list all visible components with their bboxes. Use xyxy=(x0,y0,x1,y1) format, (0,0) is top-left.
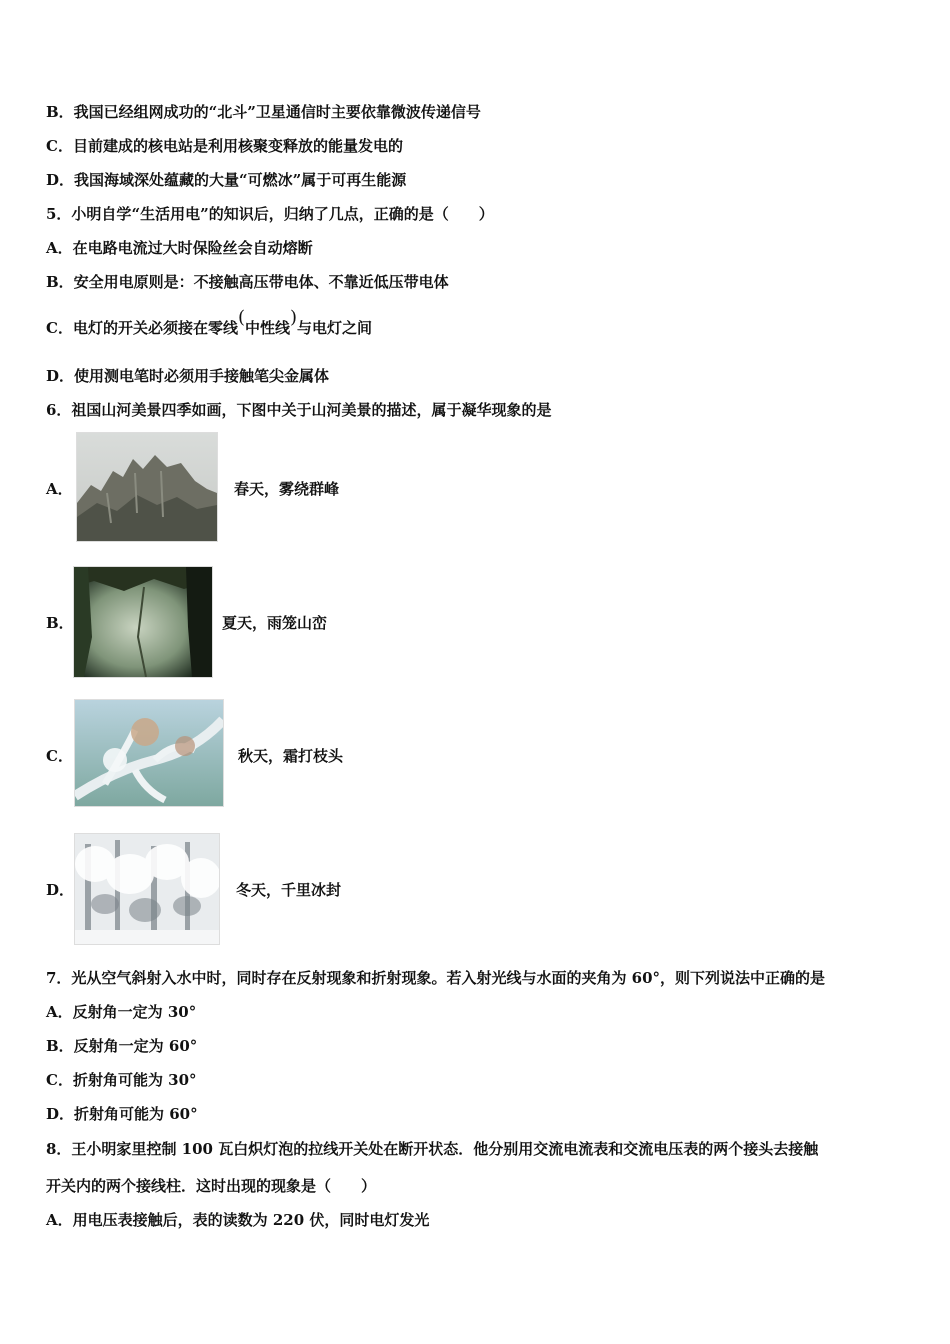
question-7-option-b: B．反射角一定为 60° xyxy=(46,1037,198,1055)
question-8-stem-line-1: 8．王小明家里控制 100 瓦白炽灯泡的拉线开关处在断开状态．他分别用交流电流表和交流电压表的两个接头去接触 xyxy=(46,1140,819,1158)
question-7-option-a: A．反射角一定为 30° xyxy=(46,1003,197,1021)
option-c-text-post: 与电灯之间 xyxy=(297,319,373,337)
question-6-stem: 6．祖国山河美景四季如画，下图中关于山河美景的描述，属于凝华现象的是 xyxy=(46,401,552,419)
question-6-option-b xyxy=(46,566,646,678)
frost-branch-image xyxy=(74,699,224,807)
question-7-option-c: C．折射角可能为 30° xyxy=(46,1071,197,1089)
question-4-option-c: C．目前建成的核电站是利用核聚变释放的能量发电的 xyxy=(46,137,403,155)
option-c-text-mid: 中性线 xyxy=(244,319,290,337)
option-letter: D． xyxy=(46,881,75,899)
question-6-option-a xyxy=(46,432,646,544)
right-paren: ) xyxy=(290,307,298,328)
question-5-stem: 5．小明自学“生活用电”的知识后，归纳了几点，正确的是（ ） xyxy=(46,205,494,223)
option-caption: 冬天，千里冰封 xyxy=(236,881,342,899)
question-4-option-d: D．我国海域深处蕴藏的大量“可燃冰”属于可再生能源 xyxy=(46,171,407,189)
option-letter: A． xyxy=(46,480,73,498)
question-7-option-d: D．折射角可能为 60° xyxy=(46,1105,198,1123)
option-letter: B． xyxy=(46,614,74,632)
question-6-option-c xyxy=(46,699,646,811)
question-6-option-d xyxy=(46,833,646,945)
question-8-option-a: A．用电压表接触后，表的读数为 220 伏，同时电灯发光 xyxy=(46,1211,430,1229)
mist-mountain-image xyxy=(76,432,218,542)
question-5-option-c xyxy=(46,307,373,338)
question-5-option-b: B．安全用电原则是：不接触高压带电体、不靠近低压带电体 xyxy=(46,273,449,291)
left-paren: ( xyxy=(237,307,245,328)
frozen-trees-image xyxy=(74,833,220,945)
option-c-text-pre: C．电灯的开关必须接在零线 xyxy=(46,319,238,337)
question-5-option-d: D．使用测电笔时必须用手接触笔尖金属体 xyxy=(46,367,330,385)
option-caption: 夏天，雨笼山峦 xyxy=(222,614,328,632)
question-4-option-b: B．我国已经组网成功的“北斗”卫星通信时主要依靠微波传递信号 xyxy=(46,103,481,121)
question-5-option-a: A．在电路电流过大时保险丝会自动熔断 xyxy=(46,239,313,257)
option-letter: C． xyxy=(46,747,73,765)
option-caption: 春天，雾绕群峰 xyxy=(234,480,340,498)
rain-forest-image xyxy=(73,566,213,678)
question-7-stem: 7．光从空气斜射入水中时，同时存在反射现象和折射现象。若入射光线与水面的夹角为 60°，则下列说法中正确的是 xyxy=(46,969,826,987)
question-8-stem-line-2: 开关内的两个接线柱．这时出现的现象是（ ） xyxy=(46,1177,377,1195)
option-caption: 秋天，霜打枝头 xyxy=(238,747,344,765)
